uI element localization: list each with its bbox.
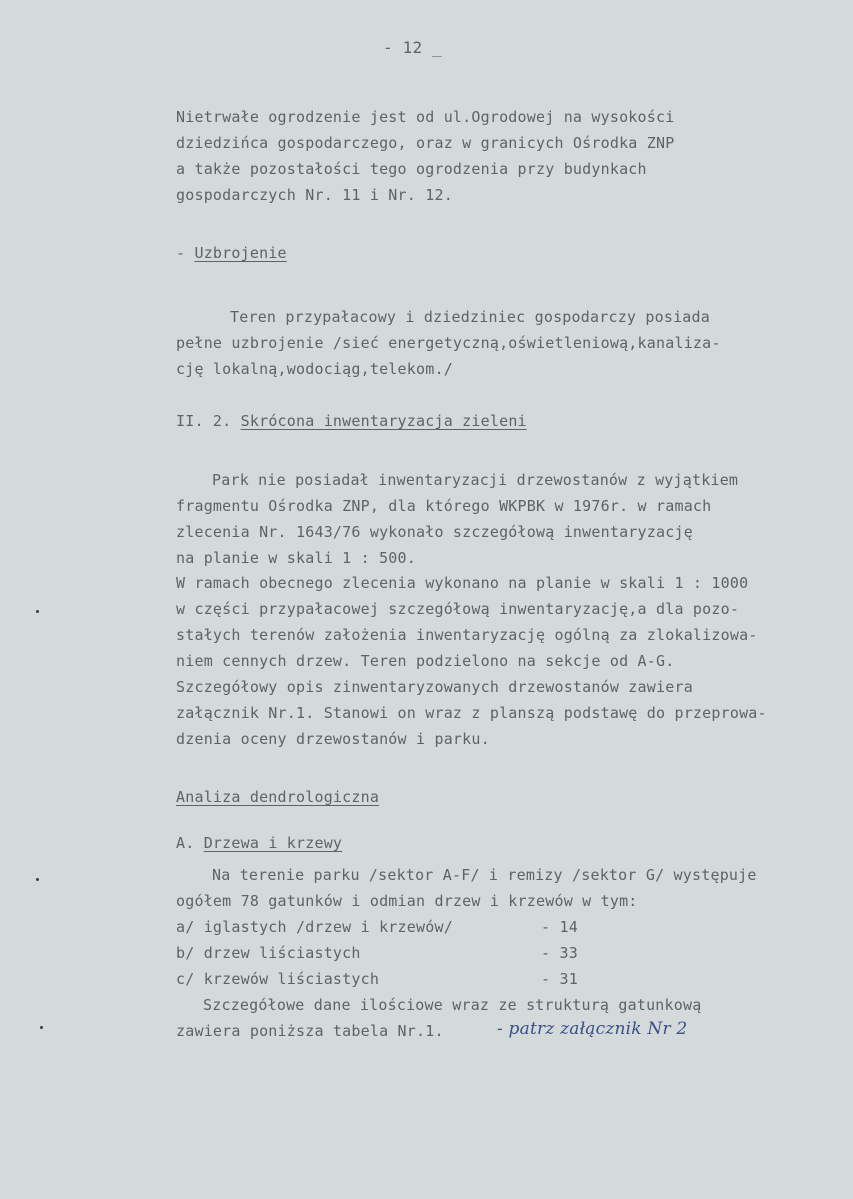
text-line: Szczegółowy opis zinwentaryzowanych drzewostanów zawiera (176, 678, 693, 696)
text-line: a także pozostałości tego ogrodzenia przy budynkach (176, 160, 647, 178)
text-line: gospodarczych Nr. 11 i Nr. 12. (176, 186, 453, 204)
list-item-label: c/ krzewów liściastych (176, 970, 380, 988)
text-line: Park nie posiadał inwentaryzacji drzewostanów z wyjątkiem (212, 471, 739, 489)
text-line: Nietrwałe ogrodzenie jest od ul.Ogrodowej na wysokości (176, 108, 675, 126)
analiza-heading: Analiza dendrologiczna (176, 788, 380, 806)
list-item-label: b/ drzew liściastych (176, 944, 361, 962)
text-line: cję lokalną,wodociąg,telekom./ (176, 360, 453, 378)
margin-mark (40, 1026, 43, 1029)
text-line: na planie w skali 1 : 500. (176, 549, 416, 567)
text-line: dzenia oceny drzewostanów i parku. (176, 730, 490, 748)
list-item-value: - 31 (541, 970, 578, 988)
subsection-title: Drzewa i krzewy (203, 834, 343, 852)
heading-title: Uzbrojenie (194, 244, 287, 262)
subsection-heading (176, 834, 342, 852)
section-number: II. 2. (176, 412, 232, 430)
section-heading (176, 412, 527, 430)
handwritten-note: - patrz załącznik Nr 2 (497, 1019, 688, 1039)
text-line: zlecenia Nr. 1643/76 wykonało szczegółową inwentaryzację (176, 523, 693, 541)
text-line: Szczegółowe dane ilościowe wraz ze strukturą gatunkową (203, 996, 702, 1014)
list-item-label: a/ iglastych /drzew i krzewów/ (176, 918, 453, 936)
uzbrojenie-heading (176, 244, 287, 262)
text-line: W ramach obecnego zlecenia wykonano na planie w skali 1 : 1000 (176, 574, 749, 592)
list-item-value: - 14 (541, 918, 578, 936)
text-line: niem cennych drzew. Teren podzielono na sekcje od A-G. (176, 652, 675, 670)
text-line: stałych terenów założenia inwentaryzację ogólną za zlokalizowa- (176, 626, 758, 644)
margin-mark (36, 878, 39, 881)
text-line: Na terenie parku /sektor A-F/ i remizy /sektor G/ występuje (212, 866, 757, 884)
heading-dash: - (176, 244, 186, 262)
text-line: Teren przypałacowy i dziedziniec gospodarczy posiada (230, 308, 710, 326)
subsection-letter: A. (176, 834, 195, 852)
text-line: pełne uzbrojenie /sieć energetyczną,oświetleniową,kanaliza- (176, 334, 721, 352)
list-item-value: - 33 (541, 944, 578, 962)
text-line: zawiera poniższa tabela Nr.1. (176, 1022, 444, 1040)
section-title: Skrócona inwentaryzacja zieleni (240, 412, 527, 430)
text-line: dziedzińca gospodarczego, oraz w granicych Ośrodka ZNP (176, 134, 675, 152)
margin-mark (36, 610, 39, 613)
text-line: załącznik Nr.1. Stanowi on wraz z planszą podstawę do przeprowa- (176, 704, 767, 722)
page-number: - 12 _ (383, 38, 442, 57)
text-line: fragmentu Ośrodka ZNP, dla którego WKPBK w 1976r. w ramach (176, 497, 712, 515)
text-line: ogółem 78 gatunków i odmian drzew i krzewów w tym: (176, 892, 638, 910)
text-line: w części przypałacowej szczegółową inwentaryzację,a dla pozo- (176, 600, 740, 618)
